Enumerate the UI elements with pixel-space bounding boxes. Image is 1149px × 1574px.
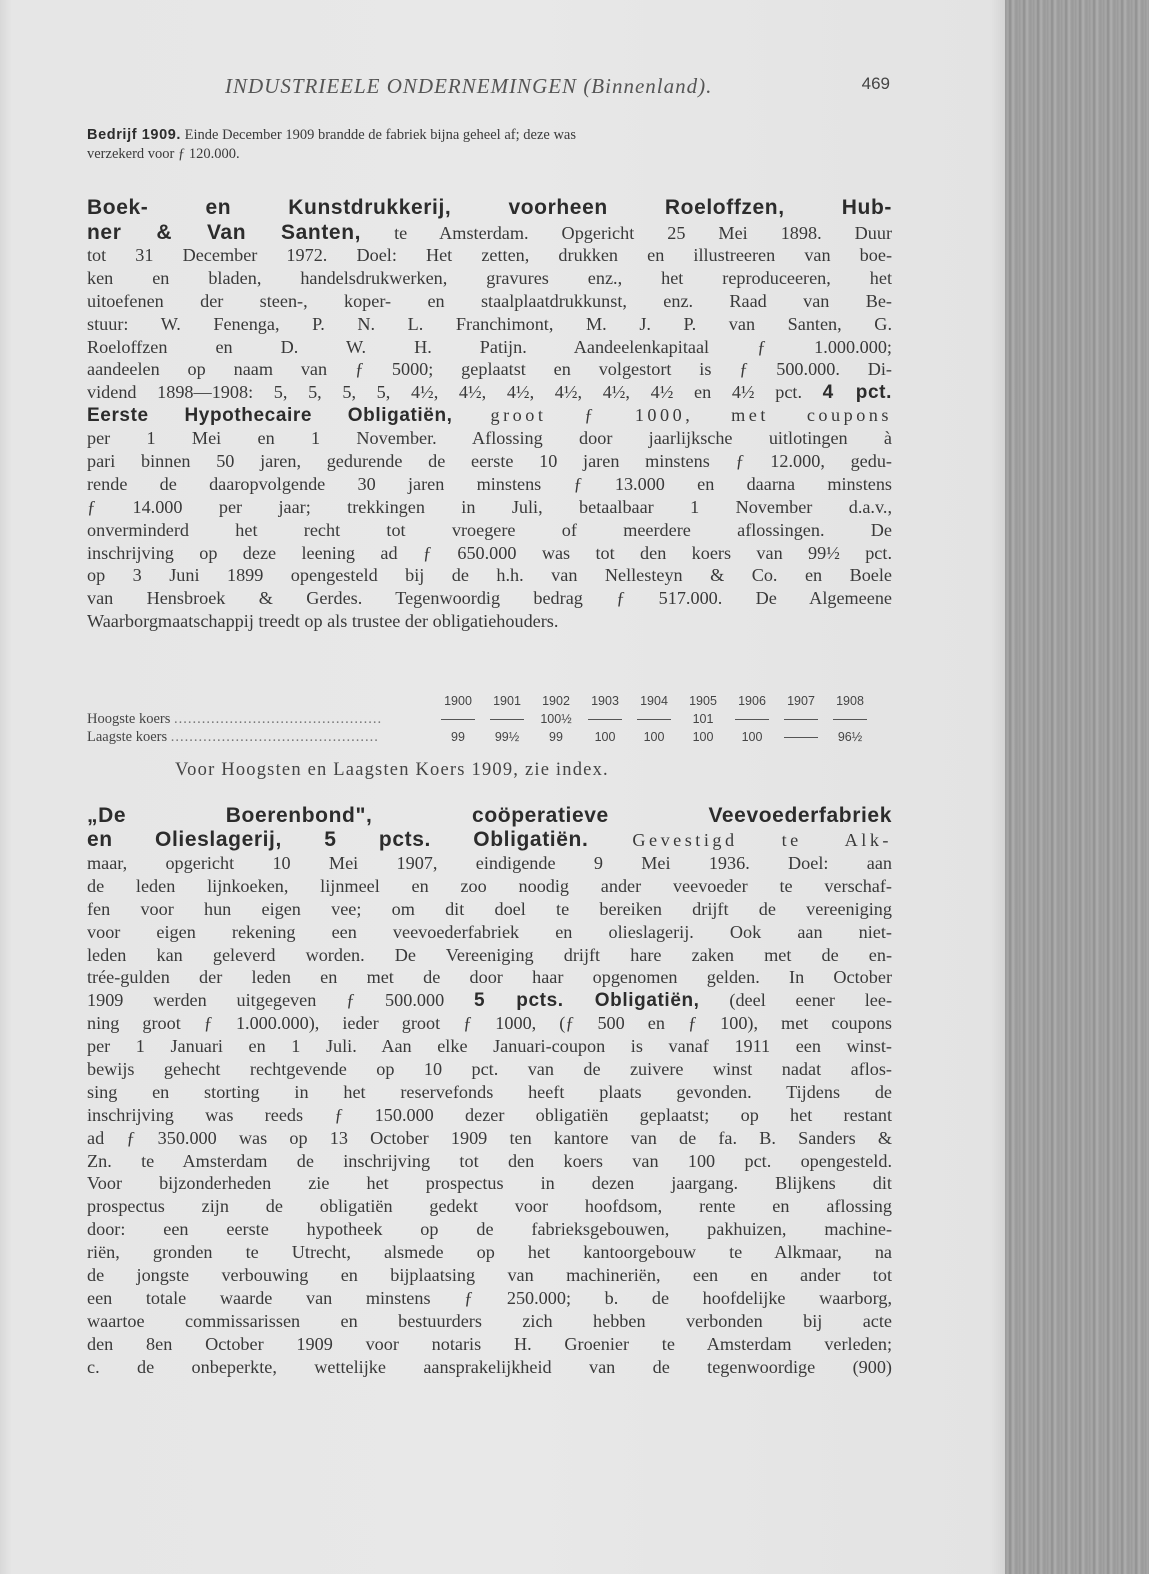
entry1-line: stuur: W. Fenenga, P. N. L. Franchimont, M. J. P. van Santen, G. bbox=[87, 313, 892, 334]
entry1-line: per 1 Mei en 1 November. Aflossing door jaarlijksche uitlotingen à bbox=[87, 428, 892, 449]
entry2-line: sing en storting in het reservefonds heeft plaats gevonden. Tijdens de bbox=[87, 1081, 892, 1102]
table-cell bbox=[434, 710, 482, 728]
entry2-line: Zn. te Amsterdam de inschrijving tot den koers van 100 pct. opengesteld. bbox=[87, 1150, 892, 1171]
year-header: 1900 bbox=[444, 694, 472, 708]
entry1-line: rende de daaropvolgende 30 jaren minstens ƒ 13.000 en daarna minstens bbox=[87, 473, 892, 494]
year-header: 1901 bbox=[493, 694, 521, 708]
intro-line-1: Bedrijf 1909. Einde December 1909 brandde de fabriek bijna geheel af; deze was bbox=[87, 127, 576, 143]
entry-roeloffzen bbox=[87, 195, 892, 633]
table-cell: 100 bbox=[692, 730, 714, 744]
table-cell bbox=[777, 728, 825, 746]
entry2-title: „De Boerenbond", coöperatieve Veevoederfabriek bbox=[87, 804, 892, 827]
entry2-line: voor eigen rekening een veevoederfabriek en olieslagerij. Ook aan niet- bbox=[87, 921, 892, 942]
entry2-line: prospectus zijn de obligatiën gedekt voor hoofdsom, rente en aflossing bbox=[87, 1196, 892, 1217]
entry2-line: fen voor hun eigen vee; om dit doel te bereiken drijft de vereeniging bbox=[87, 898, 892, 919]
price-table bbox=[87, 692, 877, 746]
table-cell bbox=[728, 710, 776, 728]
entry2-line: per 1 Januari en 1 Juli. Aan elke Januari-coupon is vanaf 1911 een winst- bbox=[87, 1036, 892, 1057]
entry2-line: waartoe commissarissen en bestuurders zich hebben verbonden bij acte bbox=[87, 1310, 892, 1331]
intro-line-2: verzekerd voor ƒ 120.000. bbox=[87, 146, 240, 162]
entry1-line: op 3 Juni 1899 opengesteld bij de h.h. van Nellesteyn & Co. en Boele bbox=[87, 565, 892, 586]
running-head bbox=[225, 74, 890, 104]
year-header: 1905 bbox=[689, 694, 717, 708]
entry1-line: ner & Van Santen, te Amsterdam. Opgericht 25 Mei 1898. Duur bbox=[87, 221, 892, 244]
table-cell bbox=[581, 710, 629, 728]
entry1-line: ken en bladen, handelsdrukwerken, gravures enz., het reproduceeren, het bbox=[87, 267, 892, 288]
entry1-line: onverminderd het recht tot vroegere of meerdere aflossingen. De bbox=[87, 519, 892, 540]
table-row-high: Hoogste koers ............................................. 100½ 101 bbox=[87, 710, 877, 728]
entry1-line: pari binnen 50 jaren, gedurende de eerste 10 jaren minstens ƒ 12.000, gedu- bbox=[87, 451, 892, 472]
entry2-line: de leden lijnkoeken, lijnmeel en zoo noodig ander veevoeder te verschaf- bbox=[87, 875, 892, 896]
table-cell bbox=[630, 710, 678, 728]
year-header: 1908 bbox=[836, 694, 864, 708]
running-title: INDUSTRIEELE ONDERNEMINGEN (Binnenland). bbox=[225, 74, 713, 98]
table-cell bbox=[483, 710, 531, 728]
entry1-line: Roeloffzen en D. W. H. Patijn. Aandeelenkapitaal ƒ 1.000.000; bbox=[87, 336, 892, 357]
entry1-line: Waarborgmaatschappij treedt op als trustee der obligatiehouders. bbox=[87, 611, 559, 632]
intro-paragraph bbox=[87, 126, 892, 164]
entry2-line: de jongste verbouwing en bijplaatsing van machineriën, een en ander tot bbox=[87, 1265, 892, 1286]
table-cell: 99½ bbox=[494, 730, 520, 744]
entry2-line: bewijs gehecht rechtgevende op 10 pct. van de zuivere winst nadat aflos- bbox=[87, 1059, 892, 1080]
table-header-row bbox=[87, 692, 877, 710]
entry1-bond-line: Eerste Hypothecaire Obligatiën, groot ƒ 1000, met coupons bbox=[87, 405, 892, 427]
table-cell: 100 bbox=[741, 730, 763, 744]
entry2-line: den 8en October 1909 voor notaris H. Groenier te Amsterdam verleden; bbox=[87, 1333, 892, 1354]
entry1-dividend-line: vidend 1898—1908: 5, 5, 5, 5, 4½, 4½, 4½, 4½, 4½, 4½ en 4½ pct. 4 pct. bbox=[87, 382, 892, 404]
entry2-line: trée-gulden der leden en met de door haar opgenomen gelden. In October bbox=[87, 967, 892, 988]
entry2-issue-line: 1909 werden uitgegeven ƒ 500.000 5 pcts. Obligatiën, (deel eener lee- bbox=[87, 990, 892, 1012]
entry2-line: ad ƒ 350.000 was op 13 October 1909 ten kantore van de fa. B. Sanders & bbox=[87, 1127, 892, 1148]
entry2-line: c. de onbeperkte, wettelijke aansprakelijkheid van de tegenwoordige (900) bbox=[87, 1356, 892, 1377]
table-cell: 99 bbox=[451, 730, 465, 744]
entry2-line: Voor bijzonderheden zie het prospectus in dezen jaargang. Blijkens dit bbox=[87, 1173, 892, 1194]
entry1-line: van Hensbroek & Gerdes. Tegenwoordig bedrag ƒ 517.000. De Algemeene bbox=[87, 588, 892, 609]
intro-bold: Bedrijf 1909. bbox=[87, 127, 182, 143]
entry1-title: Boek- en Kunstdrukkerij, voorheen Roeloffzen, Hub- bbox=[87, 196, 892, 219]
row-label: Laagste koers bbox=[87, 729, 168, 745]
table-cell: 99 bbox=[549, 730, 563, 744]
entry1-line: aandeelen op naam van ƒ 5000; geplaatst en volgestort is ƒ 500.000. Di- bbox=[87, 359, 892, 380]
entry-boerenbond bbox=[87, 803, 892, 1378]
table-cell: 101 bbox=[692, 712, 714, 726]
table-cell bbox=[777, 710, 825, 728]
entry2-line: een totale waarde van minstens ƒ 250.000; b. de hoofdelijke waarborg, bbox=[87, 1287, 892, 1308]
year-header: 1904 bbox=[640, 694, 668, 708]
book-page-edges bbox=[1005, 0, 1149, 1574]
year-header: 1902 bbox=[542, 694, 570, 708]
entry2-line: riën, gronden te Utrecht, alsmede op het kantoorgebouw te Alkmaar, na bbox=[87, 1242, 892, 1263]
entry1-line: inschrijving op deze leening ad ƒ 650.000 was tot den koers van 99½ pct. bbox=[87, 542, 892, 563]
table-cell: 96½ bbox=[837, 730, 863, 744]
entry2-line: en Olieslagerij, 5 pcts. Obligatiën. Gevestigd te Alk- bbox=[87, 828, 892, 851]
table-cell bbox=[826, 710, 874, 728]
entry2-line: ning groot ƒ 1.000.000), ieder groot ƒ 1000, (ƒ 500 en ƒ 100), met coupons bbox=[87, 1013, 892, 1034]
table-cell: 100 bbox=[594, 730, 616, 744]
entry1-line: tot 31 December 1972. Doel: Het zetten, drukken en illustreeren van boe- bbox=[87, 245, 892, 265]
entry1-line: uitoefenen der steen-, koper- en staalplaatdrukkunst, enz. Raad van Be- bbox=[87, 290, 892, 311]
entry2-line: door: een eerste hypotheek op de fabrieksgebouwen, pakhuizen, machine- bbox=[87, 1219, 892, 1240]
table-cell: 100½ bbox=[540, 712, 572, 726]
table-note: Voor Hoogsten en Laagsten Koers 1909, zie index. bbox=[175, 760, 609, 780]
page-number: 469 bbox=[861, 74, 890, 93]
year-header: 1907 bbox=[787, 694, 815, 708]
entry2-line: inschrijving was reeds ƒ 150.000 dezer obligatiën geplaatst; op het restant bbox=[87, 1104, 892, 1125]
row-label: Hoogste koers bbox=[87, 711, 171, 727]
year-header: 1906 bbox=[738, 694, 766, 708]
table-row-low: Laagste koers ............................................. 99 99½ 99 100 100 100 100 96½ bbox=[87, 728, 877, 746]
entry2-line: maar, opgericht 10 Mei 1907, eindigende 9 Mei 1936. Doel: aan bbox=[87, 853, 892, 873]
entry1-line: ƒ 14.000 per jaar; trekkingen in Juli, betaalbaar 1 November d.a.v., bbox=[87, 496, 892, 517]
year-header: 1903 bbox=[591, 694, 619, 708]
entry2-line: leden kan geleverd worden. De Vereeniging drijft hare zaken met de en- bbox=[87, 944, 892, 965]
table-cell: 100 bbox=[643, 730, 665, 744]
